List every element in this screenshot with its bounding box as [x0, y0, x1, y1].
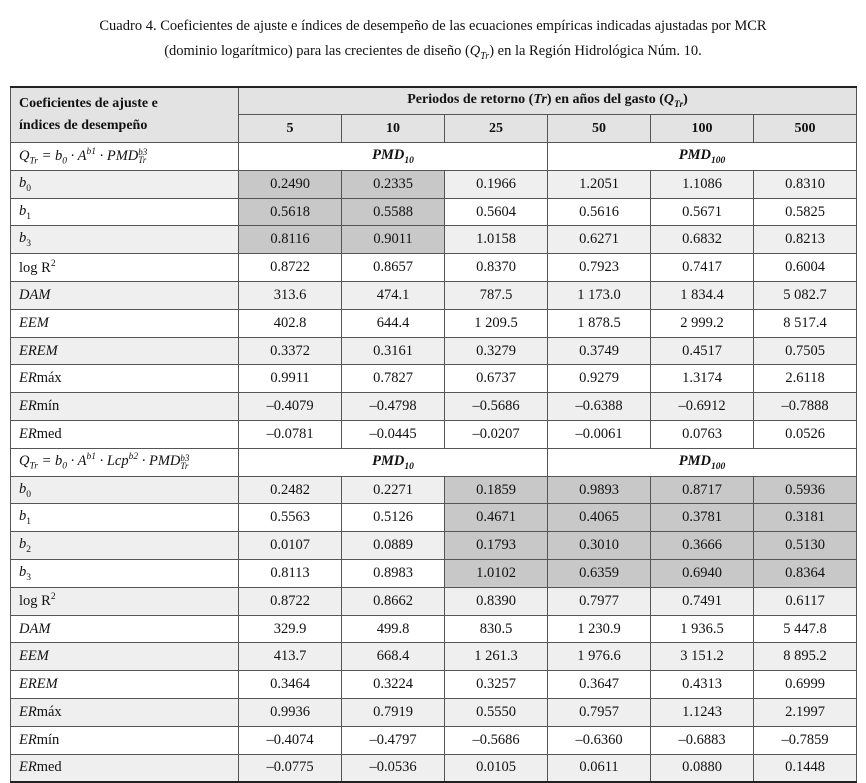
row-label: [11, 754, 239, 782]
row-label: [11, 504, 239, 532]
row-label-tail: mín: [36, 731, 60, 748]
table-cell: 0.5588: [342, 198, 445, 226]
eq2-pmdsup: b3: [180, 452, 190, 463]
row-label-text: ER: [19, 425, 37, 442]
table-cell: 0.7923: [548, 254, 651, 282]
table-cell: 0.7919: [342, 699, 445, 727]
table-cell: 787.5: [445, 282, 548, 310]
period-50: 50: [548, 115, 651, 143]
eq2-a: A: [77, 453, 87, 470]
row-label: [11, 615, 239, 643]
section1-pmd100: [548, 143, 857, 171]
row-label: [11, 365, 239, 393]
table-cell: 0.3181: [754, 504, 857, 532]
table-cell: 413.7: [239, 643, 342, 671]
row-label: [11, 282, 239, 310]
row-label-sub: 0: [26, 489, 31, 500]
eq1-q: Q: [19, 147, 30, 164]
row-label: [11, 198, 239, 226]
table-cell: 830.5: [445, 615, 548, 643]
table-cell: 8 517.4: [754, 309, 857, 337]
row-label-text: log R: [19, 259, 51, 276]
table-cell: 0.3372: [239, 337, 342, 365]
table-cell: 0.7505: [754, 337, 857, 365]
table-cell: 0.7491: [651, 587, 754, 615]
table-cell: 0.0880: [651, 754, 754, 782]
row-label: [11, 560, 239, 588]
period-25: 25: [445, 115, 548, 143]
table-cell: 0.0105: [445, 754, 548, 782]
table-row: [11, 726, 857, 754]
table-cell: 0.2271: [342, 476, 445, 504]
table-cell: –0.6883: [651, 726, 754, 754]
table-cell: 0.6359: [548, 560, 651, 588]
table-cell: 0.9911: [239, 365, 342, 393]
table-cell: 0.5618: [239, 198, 342, 226]
eq2-q: Q: [19, 453, 30, 470]
eq2-pmdsub: Tr: [180, 460, 189, 471]
table-cell: 0.6117: [754, 587, 857, 615]
table-cell: –0.5686: [445, 726, 548, 754]
table-row: [11, 699, 857, 727]
table-cell: 0.5604: [445, 198, 548, 226]
row-label-text: b: [19, 480, 27, 497]
table-cell: 0.8983: [342, 560, 445, 588]
table-cell: 0.0889: [342, 532, 445, 560]
table-cell: 0.9936: [239, 699, 342, 727]
table-cell: 0.0763: [651, 421, 754, 449]
table-cell: 1.1243: [651, 699, 754, 727]
row-label-text: EREM: [19, 342, 58, 359]
table-cell: –0.0781: [239, 421, 342, 449]
header-top-pre: Periodos de retorno (: [407, 92, 534, 108]
table-cell: –0.7859: [754, 726, 857, 754]
table-cell: 1.3174: [651, 365, 754, 393]
eq2-asup: b1: [86, 452, 96, 463]
eq2-eq: =: [37, 453, 55, 470]
row-label-text: ER: [19, 370, 37, 387]
eq2-b: b: [55, 453, 63, 470]
table-cell: 0.6940: [651, 560, 754, 588]
table-row: [11, 587, 857, 615]
table-cell: 0.8116: [239, 226, 342, 254]
caption-line-2: [0, 39, 866, 69]
row-label-tail: máx: [36, 703, 62, 720]
table-cell: 0.0526: [754, 421, 857, 449]
table-cell: –0.5686: [445, 393, 548, 421]
row-label-text: b: [19, 174, 27, 191]
table-cell: 0.6832: [651, 226, 754, 254]
table-cell: 0.8364: [754, 560, 857, 588]
table-cell: 1 976.6: [548, 643, 651, 671]
table-cell: –0.7888: [754, 393, 857, 421]
row-label: [11, 699, 239, 727]
row-label: [11, 643, 239, 671]
row-label-text: ER: [19, 398, 37, 415]
table-cell: 0.6737: [445, 365, 548, 393]
table-cell: 1.0102: [445, 560, 548, 588]
row-label: [11, 421, 239, 449]
table-cell: 0.9011: [342, 226, 445, 254]
table-cell: 0.7417: [651, 254, 754, 282]
header-top-q: Q: [663, 92, 675, 108]
table-cell: 0.5936: [754, 476, 857, 504]
s1-pmd10-sub: 10: [404, 155, 414, 166]
header-left-line-1: Coeficientes de ajuste e: [19, 96, 158, 112]
table-cell: 0.8717: [651, 476, 754, 504]
eq1-bsub: 0: [62, 156, 67, 167]
s1-pmd10-base: PMD: [372, 147, 405, 164]
table-cell: 0.8657: [342, 254, 445, 282]
table-cell: 0.6271: [548, 226, 651, 254]
table-cell: 1 936.5: [651, 615, 754, 643]
caption-q-sub: Tr: [480, 50, 490, 62]
table-cell: 0.5130: [754, 532, 857, 560]
table-cell: 0.8390: [445, 587, 548, 615]
table-cell: 0.6999: [754, 671, 857, 699]
eq2-lcpsup: b2: [128, 452, 139, 463]
eq1-eq: =: [37, 147, 55, 164]
table-cell: 0.3666: [651, 532, 754, 560]
table-cell: –0.4798: [342, 393, 445, 421]
eq1-pmd: PMD: [106, 147, 139, 164]
row-label-sub: 1: [26, 517, 31, 528]
table-cell: 0.5671: [651, 198, 754, 226]
table-cell: 0.0611: [548, 754, 651, 782]
table-cell: 0.3224: [342, 671, 445, 699]
table-cell: 0.3279: [445, 337, 548, 365]
row-label: [11, 393, 239, 421]
row-label: [11, 532, 239, 560]
table-row: [11, 504, 857, 532]
row-label-text: DAM: [19, 286, 51, 303]
table-row: [11, 170, 857, 198]
header-top-tr: Tr: [533, 92, 547, 108]
table-cell: 0.9893: [548, 476, 651, 504]
header-top-qsub: Tr: [674, 100, 684, 111]
section1-equation-row: [11, 143, 857, 171]
caption-line-2-post: ) en la Región Hidrológica Núm. 10.: [489, 43, 702, 59]
table-cell: 0.5126: [342, 504, 445, 532]
row-label-text: EEM: [19, 314, 49, 331]
table-row: [11, 198, 857, 226]
row-label: [11, 254, 239, 282]
table-cell: 2.1997: [754, 699, 857, 727]
row-label-sub: 3: [26, 239, 31, 250]
table-cell: 1 173.0: [548, 282, 651, 310]
row-label: [11, 170, 239, 198]
table-cell: 0.3010: [548, 532, 651, 560]
section2-equation: [11, 448, 239, 476]
table-row: [11, 393, 857, 421]
period-5: 5: [239, 115, 342, 143]
table-cell: 0.3161: [342, 337, 445, 365]
table-cell: –0.6388: [548, 393, 651, 421]
row-label-text: log R: [19, 593, 51, 610]
row-label-text: b: [19, 564, 27, 580]
s2-pmd10-base: PMD: [372, 452, 405, 469]
table-cell: 1 230.9: [548, 615, 651, 643]
table-cell: 0.5563: [239, 504, 342, 532]
table-cell: 2 999.2: [651, 309, 754, 337]
period-500: 500: [754, 115, 857, 143]
table-cell: 668.4: [342, 643, 445, 671]
eq2-lcp: Lcp: [106, 453, 129, 470]
section1-equation: [11, 143, 239, 171]
table-cell: 0.4671: [445, 504, 548, 532]
table-cell: –0.4074: [239, 726, 342, 754]
row-label-tail: med: [36, 759, 62, 776]
period-10: 10: [342, 115, 445, 143]
table-cell: 0.8310: [754, 170, 857, 198]
table-row: [11, 476, 857, 504]
table-cell: –0.0207: [445, 421, 548, 449]
table-row: [11, 309, 857, 337]
table-cell: 0.4313: [651, 671, 754, 699]
row-label: [11, 226, 239, 254]
table-cell: 1 209.5: [445, 309, 548, 337]
table-cell: 0.4517: [651, 337, 754, 365]
table-cell: 0.3257: [445, 671, 548, 699]
row-label-text: ER: [19, 759, 37, 776]
section2-equation-row: [11, 448, 857, 476]
row-label-tail: máx: [36, 370, 62, 387]
table-cell: 0.3749: [548, 337, 651, 365]
section2-pmd10: [239, 448, 548, 476]
row-label-sub: 0: [26, 183, 31, 194]
s2-pmd100-base: PMD: [678, 452, 712, 469]
row-label-sub: 1: [26, 211, 31, 222]
table-row: [11, 254, 857, 282]
table-cell: 0.0107: [239, 532, 342, 560]
row-label: [11, 309, 239, 337]
header-return-periods: [239, 87, 857, 115]
row-label-text: b: [19, 508, 27, 525]
section1-pmd10: [239, 143, 548, 171]
table-cell: –0.6912: [651, 393, 754, 421]
header-top-mid: ) en años del gasto (: [546, 92, 664, 108]
table-row: [11, 337, 857, 365]
row-label-tail: mín: [36, 398, 60, 415]
row-label-sub: 2: [26, 545, 31, 556]
eq2-dot3: ·: [138, 453, 149, 470]
table-cell: 1.2051: [548, 170, 651, 198]
table-cell: 0.1966: [445, 170, 548, 198]
row-label-tail: med: [36, 425, 62, 442]
table-cell: 0.5550: [445, 699, 548, 727]
eq1-a: A: [77, 147, 87, 164]
row-label-text: b: [19, 202, 27, 219]
table-cell: 644.4: [342, 309, 445, 337]
row-label-sup: 2: [50, 258, 56, 269]
table-cell: 0.2335: [342, 170, 445, 198]
row-label-text: EREM: [19, 676, 58, 693]
header-left-label: [11, 87, 239, 143]
eq2-dot1: ·: [67, 453, 78, 470]
table-cell: 0.8722: [239, 587, 342, 615]
table-cell: 0.1859: [445, 476, 548, 504]
table-cell: –0.0061: [548, 421, 651, 449]
table-cell: –0.0536: [342, 754, 445, 782]
table-cell: 0.9279: [548, 365, 651, 393]
row-label-text: ER: [19, 703, 37, 720]
table-cell: 474.1: [342, 282, 445, 310]
table-cell: 1 878.5: [548, 309, 651, 337]
row-label: [11, 671, 239, 699]
period-100: 100: [651, 115, 754, 143]
table-cell: 0.8722: [239, 254, 342, 282]
table-cell: –0.4079: [239, 393, 342, 421]
table-cell: 0.8662: [342, 587, 445, 615]
table-cell: 2.6118: [754, 365, 857, 393]
table-cell: 0.1793: [445, 532, 548, 560]
table-cell: 0.7827: [342, 365, 445, 393]
eq2-bsub: 0: [62, 462, 67, 473]
table-cell: –0.6360: [548, 726, 651, 754]
table-cell: 329.9: [239, 615, 342, 643]
table-cell: 1.1086: [651, 170, 754, 198]
table-cell: 0.5616: [548, 198, 651, 226]
eq1-b: b: [55, 147, 63, 164]
table-cell: 0.3464: [239, 671, 342, 699]
table-cell: 0.1448: [754, 754, 857, 782]
coefficients-table: [10, 86, 857, 783]
table-cell: 1 834.4: [651, 282, 754, 310]
row-label-text: EEM: [19, 648, 49, 665]
table-row: [11, 643, 857, 671]
row-label: [11, 587, 239, 615]
header-top-post: ): [683, 92, 688, 108]
table-cell: 5 447.8: [754, 615, 857, 643]
eq1-pmdsup: b3: [138, 147, 148, 158]
table-cell: –0.0775: [239, 754, 342, 782]
table-cell: 0.3781: [651, 504, 754, 532]
row-label-sup: 2: [50, 592, 56, 603]
table-cell: 499.8: [342, 615, 445, 643]
table-cell: 1 261.3: [445, 643, 548, 671]
eq1-pmdsub: Tr: [138, 155, 147, 166]
eq2-qsub: Tr: [29, 462, 38, 473]
section2-pmd100: [548, 448, 857, 476]
table-cell: 0.6004: [754, 254, 857, 282]
table-row: [11, 226, 857, 254]
table-row: [11, 671, 857, 699]
table-cell: –0.4797: [342, 726, 445, 754]
header-left-line-2: índices de desempeño: [19, 118, 148, 134]
table-row: [11, 560, 857, 588]
table-cell: 0.2482: [239, 476, 342, 504]
eq1-dot2: ·: [95, 147, 107, 164]
row-label: [11, 476, 239, 504]
table-row: [11, 282, 857, 310]
s2-pmd100-sub: 100: [711, 461, 726, 472]
table-cell: 0.7977: [548, 587, 651, 615]
row-label-text: b: [19, 536, 27, 553]
eq1-qsub: Tr: [29, 156, 38, 167]
row-label: [11, 726, 239, 754]
table-row: [11, 532, 857, 560]
table-cell: –0.0445: [342, 421, 445, 449]
caption-line-1: Cuadro 4. Coeficientes de ajuste e índices de desempeño de las ecuaciones empíricas indicadas ajustadas por MCR: [99, 18, 767, 34]
row-label-sub: 3: [26, 572, 31, 583]
table-cell: 0.4065: [548, 504, 651, 532]
s1-pmd100-base: PMD: [678, 147, 712, 164]
table-cell: 0.8370: [445, 254, 548, 282]
table-cell: 0.5825: [754, 198, 857, 226]
table-cell: 5 082.7: [754, 282, 857, 310]
table-cell: 1.0158: [445, 226, 548, 254]
eq2-pmd: PMD: [148, 453, 181, 470]
eq2-dot2: ·: [95, 453, 107, 470]
table-cell: 0.2490: [239, 170, 342, 198]
table-cell: 313.6: [239, 282, 342, 310]
eq1-dot1: ·: [67, 147, 78, 164]
table-row: [11, 615, 857, 643]
table-cell: 0.8113: [239, 560, 342, 588]
row-label-text: b: [19, 230, 27, 247]
table-cell: 0.3647: [548, 671, 651, 699]
table-cell: 0.8213: [754, 226, 857, 254]
row-label-text: ER: [19, 731, 37, 748]
table-caption: [0, 14, 866, 69]
caption-q: Q: [469, 43, 481, 59]
header-row-1: [11, 87, 857, 115]
table-row: [11, 421, 857, 449]
table-cell: 8 895.2: [754, 643, 857, 671]
eq1-asup: b1: [86, 146, 96, 157]
table-cell: 3 151.2: [651, 643, 754, 671]
s2-pmd10-sub: 10: [404, 461, 414, 472]
row-label: [11, 337, 239, 365]
table-cell: 402.8: [239, 309, 342, 337]
table-row: [11, 365, 857, 393]
caption-line-2-pre: (dominio logarítmico) para las crecientes de diseño (: [164, 43, 470, 59]
table-cell: 0.7957: [548, 699, 651, 727]
s1-pmd100-sub: 100: [711, 155, 726, 166]
table-row: [11, 754, 857, 782]
row-label-text: DAM: [19, 620, 51, 637]
